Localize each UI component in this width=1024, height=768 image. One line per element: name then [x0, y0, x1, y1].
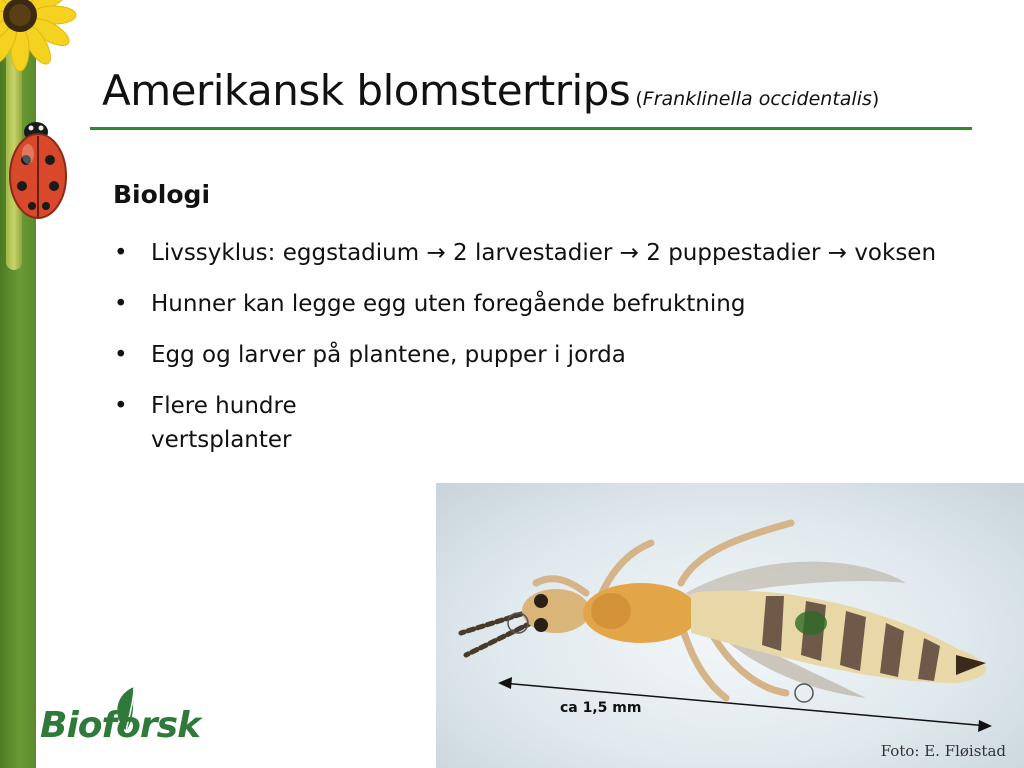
- title-scientific-name: [635, 88, 879, 110]
- scientific-name: Franklinella occidentalis: [642, 88, 872, 110]
- bullet-item: • Egg og larver på plantene, pupper i jorda: [112, 338, 942, 372]
- title-main: Amerikansk blomstertrips: [102, 66, 631, 115]
- bullet-item: • Livssyklus: eggstadium → 2 larvestadier → 2 puppestadier → voksen: [112, 236, 942, 270]
- bioforsk-logo: [40, 683, 201, 763]
- photo-credit: Foto: E. Fløistad: [880, 742, 1006, 760]
- ladybug-image: [2, 110, 72, 222]
- bullet-list: [112, 236, 942, 474]
- logo-wordmark: Bioforsk: [40, 705, 201, 746]
- bullet-item: • Hunner kan legge egg uten foregående befruktning: [112, 287, 942, 321]
- sunflower-image: [0, 0, 100, 90]
- title-underline: [90, 127, 972, 130]
- thrips-photo: [436, 483, 1024, 768]
- thrips-illustration: [436, 483, 1024, 768]
- title-paren-close: ): [871, 88, 880, 110]
- title-paren-open: (: [635, 88, 643, 110]
- section-heading: Biologi: [113, 180, 211, 209]
- scale-label: ca 1,5 mm: [560, 700, 642, 716]
- bullet-item: • Flere hundre vertsplanter: [112, 389, 341, 457]
- slide-title: [102, 66, 1002, 115]
